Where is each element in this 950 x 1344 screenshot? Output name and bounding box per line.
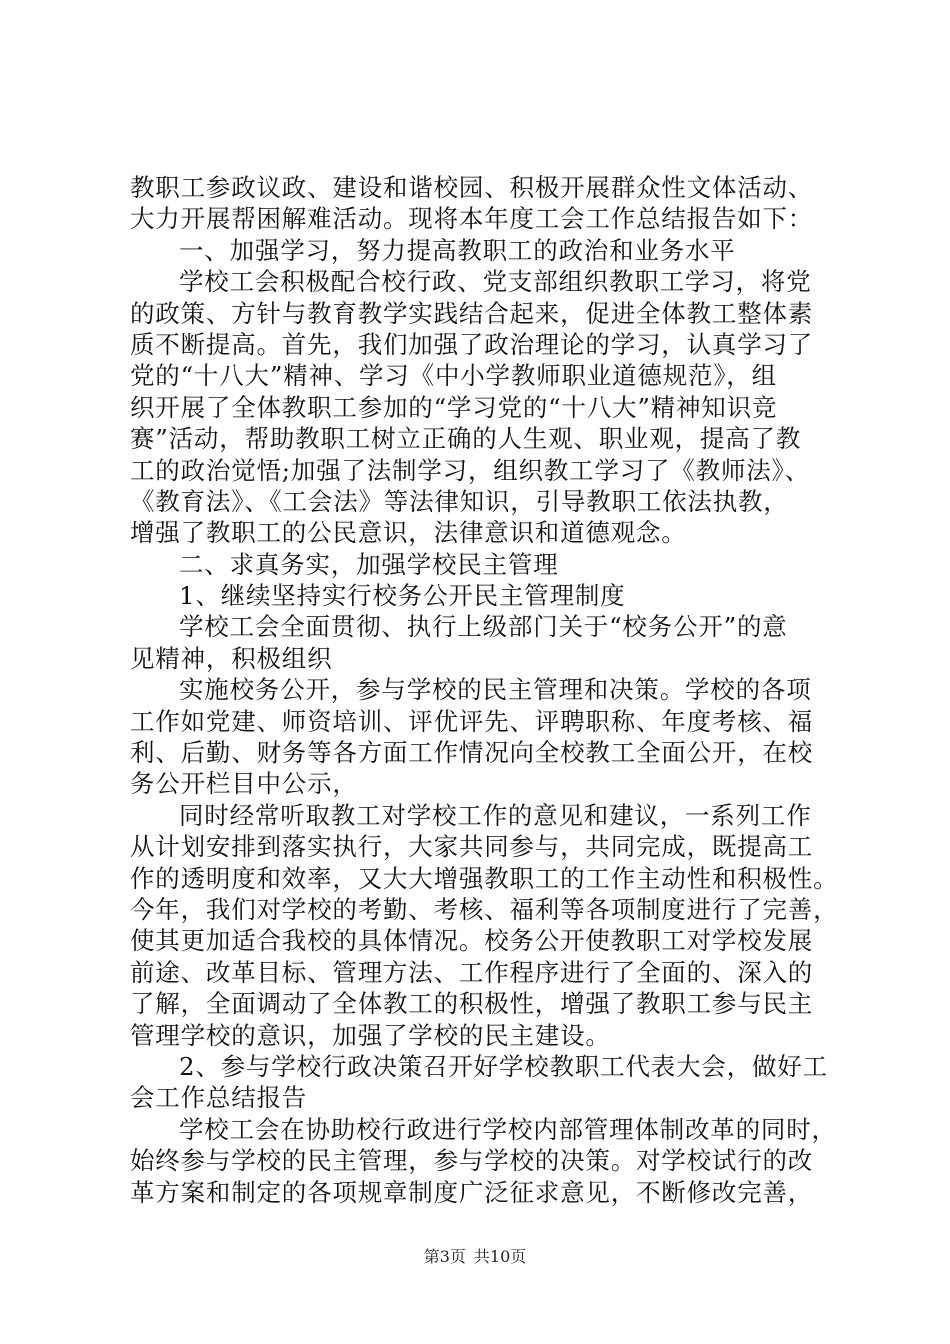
text-line: 实施校务公开，参与学校的民主管理和决策。学校的各项 xyxy=(179,675,812,705)
text-line: 《教育法》、《工会法》等法律知识，引导教职工依法执教， xyxy=(130,486,789,516)
text-line: 学校工会全面贯彻、执行上级部门关于“校务公开”的意 xyxy=(179,612,788,642)
text-line: 大力开展帮困解难活动。现将本年度工会工作总结报告如下： xyxy=(130,204,814,234)
text-line: 1、继续坚持实行校务公开民主管理制度 xyxy=(179,581,626,611)
text-line: 从计划安排到落实执行，大家共同参与，共同完成，既提高工 xyxy=(130,832,814,862)
text-line: 党的“十八大”精神、学习《中小学教师职业道德规范》，组 xyxy=(130,361,777,391)
page-total: 共10页 xyxy=(473,1247,527,1266)
document-body xyxy=(130,172,839,1208)
text-line: 始终参与学校的民主管理，参与学校的决策。对学校试行的改 xyxy=(130,1146,814,1176)
text-line: 前途、改革目标、管理方法、工作程序进行了全面的、深入的 xyxy=(130,957,814,987)
text-line: 同时经常听取教工对学校工作的意见和建议，一系列工作 xyxy=(179,800,812,830)
text-line: 二、求真务实，加强学校民主管理 xyxy=(179,549,559,579)
text-line: 质不断提高。首先，我们加强了政治理论的学习，认真学习了 xyxy=(130,329,814,359)
page-number: 第3页 xyxy=(423,1247,466,1266)
text-line: 教职工参政议政、建设和谐校园、积极开展群众性文体活动、 xyxy=(130,173,814,202)
text-line: 工的政治觉悟;加强了法制学习，组织教工学习了《教师法》、 xyxy=(130,455,810,485)
text-line: 今年，我们对学校的考勤、考核、福利等各项制度进行了完善， xyxy=(130,894,839,924)
text-line: 管理学校的意识，加强了学校的民主建设。 xyxy=(130,1020,611,1050)
text-line: 赛”活动，帮助教职工树立正确的人生观、职业观，提高了教 xyxy=(130,424,802,454)
text-line: 会工作总结报告 xyxy=(130,1083,308,1113)
text-line: 增强了教职工的公民意识，法律意识和道德观念。 xyxy=(130,518,687,548)
text-line: 使其更加适合我校的具体情况。校务公开使教职工对学校发展 xyxy=(130,926,814,956)
text-line: 一、加强学习，努力提高教职工的政治和业务水平 xyxy=(179,235,736,265)
text-line: 2、参与学校行政决策召开好学校教职工代表大会，做好工 xyxy=(179,1051,828,1081)
text-line: 学校工会在协助校行政进行学校内部管理体制改革的同时， xyxy=(179,1114,837,1144)
text-line: 利、后勤、财务等各方面工作情况向全校教工全面公开，在校 xyxy=(130,738,814,768)
text-line: 务公开栏目中公示， xyxy=(130,769,358,799)
text-line: 织开展了全体教职工参加的“学习党的“十八大”精神知识竞 xyxy=(130,392,778,422)
text-line: 工作如党建、师资培训、评优评先、评聘职称、年度考核、福 xyxy=(130,706,814,736)
text-line: 见精神，积极组织 xyxy=(130,643,333,673)
text-line: 的政策、方针与教育教学实践结合起来，促进全体教工整体素 xyxy=(130,298,814,328)
page-footer xyxy=(0,1244,950,1267)
text-line: 作的透明度和效率，又大大增强教职工的工作主动性和积极性。 xyxy=(130,863,839,893)
text-line: 学校工会积极配合校行政、党支部组织教职工学习，将党 xyxy=(179,267,812,297)
text-line: 了解，全面调动了全体教工的积极性，增强了教职工参与民主 xyxy=(130,989,814,1019)
text-line: 革方案和制定的各项规章制度广泛征求意见，不断修改完善， xyxy=(130,1177,814,1207)
